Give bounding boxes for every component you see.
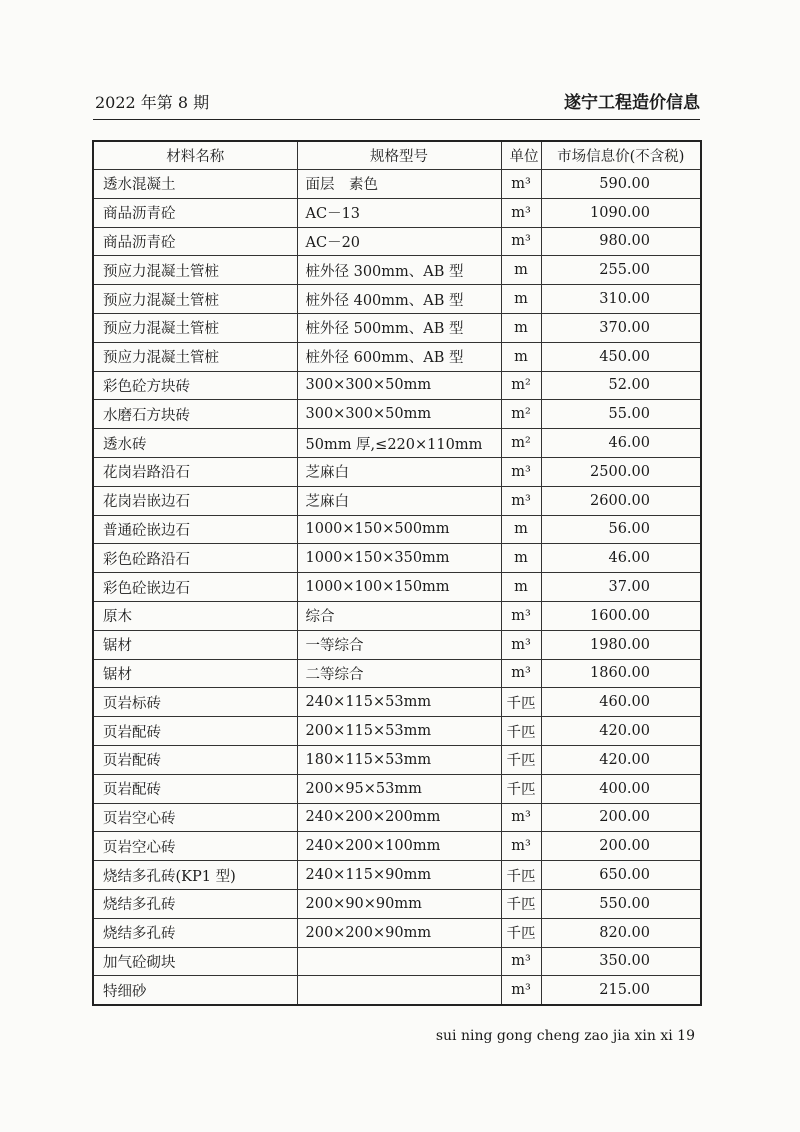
unit-cell: m³ [501,486,541,515]
unit-cell: m³ [501,457,541,486]
unit-cell: 千匹 [501,717,541,746]
spec-cell: 240×200×100mm [297,832,501,861]
unit-cell: m³ [501,659,541,688]
price-table [92,140,702,1006]
spec-cell: 300×300×50mm [297,400,501,429]
unit-cell: 千匹 [501,861,541,890]
table-header-row [93,141,701,170]
table-row [93,170,701,199]
material-name-cell: 彩色砼路沿石 [93,544,297,573]
price-cell: 460.00 [541,688,701,717]
spec-cell: 200×95×53mm [297,774,501,803]
table-row [93,976,701,1005]
material-name-cell: 普通砼嵌边石 [93,515,297,544]
price-cell: 215.00 [541,976,701,1005]
price-cell: 550.00 [541,889,701,918]
table-row [93,745,701,774]
spec-cell: 180×115×53mm [297,745,501,774]
table-row [93,313,701,342]
price-cell: 450.00 [541,342,701,371]
table-row [93,544,701,573]
table-body [93,170,701,1006]
material-name-cell: 彩色砼方块砖 [93,371,297,400]
material-name-cell: 页岩配砖 [93,774,297,803]
price-table-container [92,140,700,1006]
publication-title: 遂宁工程造价信息 [564,93,700,113]
spec-cell: 200×115×53mm [297,717,501,746]
price-cell: 1860.00 [541,659,701,688]
table-row [93,342,701,371]
spec-cell: 1000×150×350mm [297,544,501,573]
unit-cell: 千匹 [501,918,541,947]
table-row [93,688,701,717]
unit-cell: m³ [501,198,541,227]
material-name-cell: 预应力混凝土管桩 [93,256,297,285]
material-name-cell: 锯材 [93,659,297,688]
material-name-cell: 彩色砼嵌边石 [93,573,297,602]
material-name-cell: 锯材 [93,630,297,659]
material-name-cell: 商品沥青砼 [93,198,297,227]
price-cell: 46.00 [541,429,701,458]
material-name-cell: 页岩空心砖 [93,832,297,861]
unit-cell: m³ [501,832,541,861]
material-name-cell: 页岩空心砖 [93,803,297,832]
table-row [93,486,701,515]
table-row [93,630,701,659]
spec-cell: 1000×100×150mm [297,573,501,602]
header-rule [93,119,700,120]
unit-cell: 千匹 [501,745,541,774]
table-row [93,227,701,256]
material-name-cell: 页岩标砖 [93,688,297,717]
material-name-cell: 透水混凝土 [93,170,297,199]
spec-cell: 芝麻白 [297,486,501,515]
price-cell: 420.00 [541,745,701,774]
unit-cell: m³ [501,803,541,832]
spec-cell: 240×115×90mm [297,861,501,890]
material-name-cell: 原木 [93,601,297,630]
material-name-cell: 预应力混凝土管桩 [93,285,297,314]
table-row [93,832,701,861]
spec-cell: AC－20 [297,227,501,256]
price-cell: 1600.00 [541,601,701,630]
spec-cell [297,976,501,1005]
price-cell: 37.00 [541,573,701,602]
price-cell: 46.00 [541,544,701,573]
spec-cell: 50mm 厚,≤220×110mm [297,429,501,458]
price-cell: 1090.00 [541,198,701,227]
table-row [93,573,701,602]
column-header-material: 材料名称 [93,141,297,170]
material-name-cell: 烧结多孔砖 [93,918,297,947]
price-cell: 820.00 [541,918,701,947]
price-cell: 310.00 [541,285,701,314]
price-cell: 52.00 [541,371,701,400]
spec-cell: 桩外径 400mm、AB 型 [297,285,501,314]
price-cell: 56.00 [541,515,701,544]
unit-cell: m [501,313,541,342]
table-row [93,256,701,285]
page-footer: sui ning gong cheng zao jia xin xi 19 [435,1028,695,1044]
material-name-cell: 烧结多孔砖 [93,889,297,918]
spec-cell: 二等综合 [297,659,501,688]
table-row [93,918,701,947]
spec-cell: 桩外径 600mm、AB 型 [297,342,501,371]
column-header-spec: 规格型号 [297,141,501,170]
unit-cell: m [501,544,541,573]
table-row [93,515,701,544]
material-name-cell: 花岗岩路沿石 [93,457,297,486]
unit-cell: m [501,573,541,602]
material-name-cell: 花岗岩嵌边石 [93,486,297,515]
table-row [93,803,701,832]
unit-cell: m³ [501,947,541,976]
price-cell: 590.00 [541,170,701,199]
spec-cell [297,947,501,976]
material-name-cell: 预应力混凝土管桩 [93,313,297,342]
spec-cell: 200×200×90mm [297,918,501,947]
unit-cell: m² [501,400,541,429]
spec-cell: AC－13 [297,198,501,227]
column-header-price: 市场信息价(不含税) [541,141,701,170]
material-name-cell: 水磨石方块砖 [93,400,297,429]
spec-cell: 200×90×90mm [297,889,501,918]
table-row [93,601,701,630]
page-header [95,88,700,118]
spec-cell: 桩外径 300mm、AB 型 [297,256,501,285]
table-row [93,774,701,803]
unit-cell: 千匹 [501,688,541,717]
material-name-cell: 透水砖 [93,429,297,458]
unit-cell: m³ [501,170,541,199]
unit-cell: 千匹 [501,889,541,918]
issue-label: 2022 年第 8 期 [95,93,210,112]
price-cell: 980.00 [541,227,701,256]
table-row [93,371,701,400]
table-row [93,285,701,314]
unit-cell: m³ [501,601,541,630]
spec-cell: 240×115×53mm [297,688,501,717]
table-row [93,861,701,890]
price-cell: 1980.00 [541,630,701,659]
unit-cell: m³ [501,630,541,659]
price-cell: 400.00 [541,774,701,803]
unit-cell: 千匹 [501,774,541,803]
material-name-cell: 特细砂 [93,976,297,1005]
table-row [93,717,701,746]
table-row [93,659,701,688]
price-cell: 55.00 [541,400,701,429]
material-name-cell: 烧结多孔砖(KP1 型) [93,861,297,890]
unit-cell: m [501,342,541,371]
unit-cell: m³ [501,976,541,1005]
spec-cell: 面层 素色 [297,170,501,199]
unit-cell: m² [501,429,541,458]
table-row [93,429,701,458]
spec-cell: 综合 [297,601,501,630]
unit-cell: m² [501,371,541,400]
price-cell: 2600.00 [541,486,701,515]
table-row [93,889,701,918]
price-cell: 650.00 [541,861,701,890]
material-name-cell: 预应力混凝土管桩 [93,342,297,371]
price-cell: 420.00 [541,717,701,746]
spec-cell: 240×200×200mm [297,803,501,832]
spec-cell: 桩外径 500mm、AB 型 [297,313,501,342]
unit-cell: m³ [501,227,541,256]
spec-cell: 一等综合 [297,630,501,659]
price-cell: 350.00 [541,947,701,976]
table-row [93,947,701,976]
column-header-unit: 单位 [501,141,541,170]
unit-cell: m [501,256,541,285]
material-name-cell: 页岩配砖 [93,745,297,774]
material-name-cell: 页岩配砖 [93,717,297,746]
material-name-cell: 商品沥青砼 [93,227,297,256]
spec-cell: 芝麻白 [297,457,501,486]
unit-cell: m [501,515,541,544]
price-cell: 370.00 [541,313,701,342]
table-row [93,457,701,486]
price-cell: 2500.00 [541,457,701,486]
price-cell: 255.00 [541,256,701,285]
spec-cell: 1000×150×500mm [297,515,501,544]
material-name-cell: 加气砼砌块 [93,947,297,976]
table-row [93,400,701,429]
unit-cell: m [501,285,541,314]
price-cell: 200.00 [541,832,701,861]
table-row [93,198,701,227]
price-cell: 200.00 [541,803,701,832]
spec-cell: 300×300×50mm [297,371,501,400]
